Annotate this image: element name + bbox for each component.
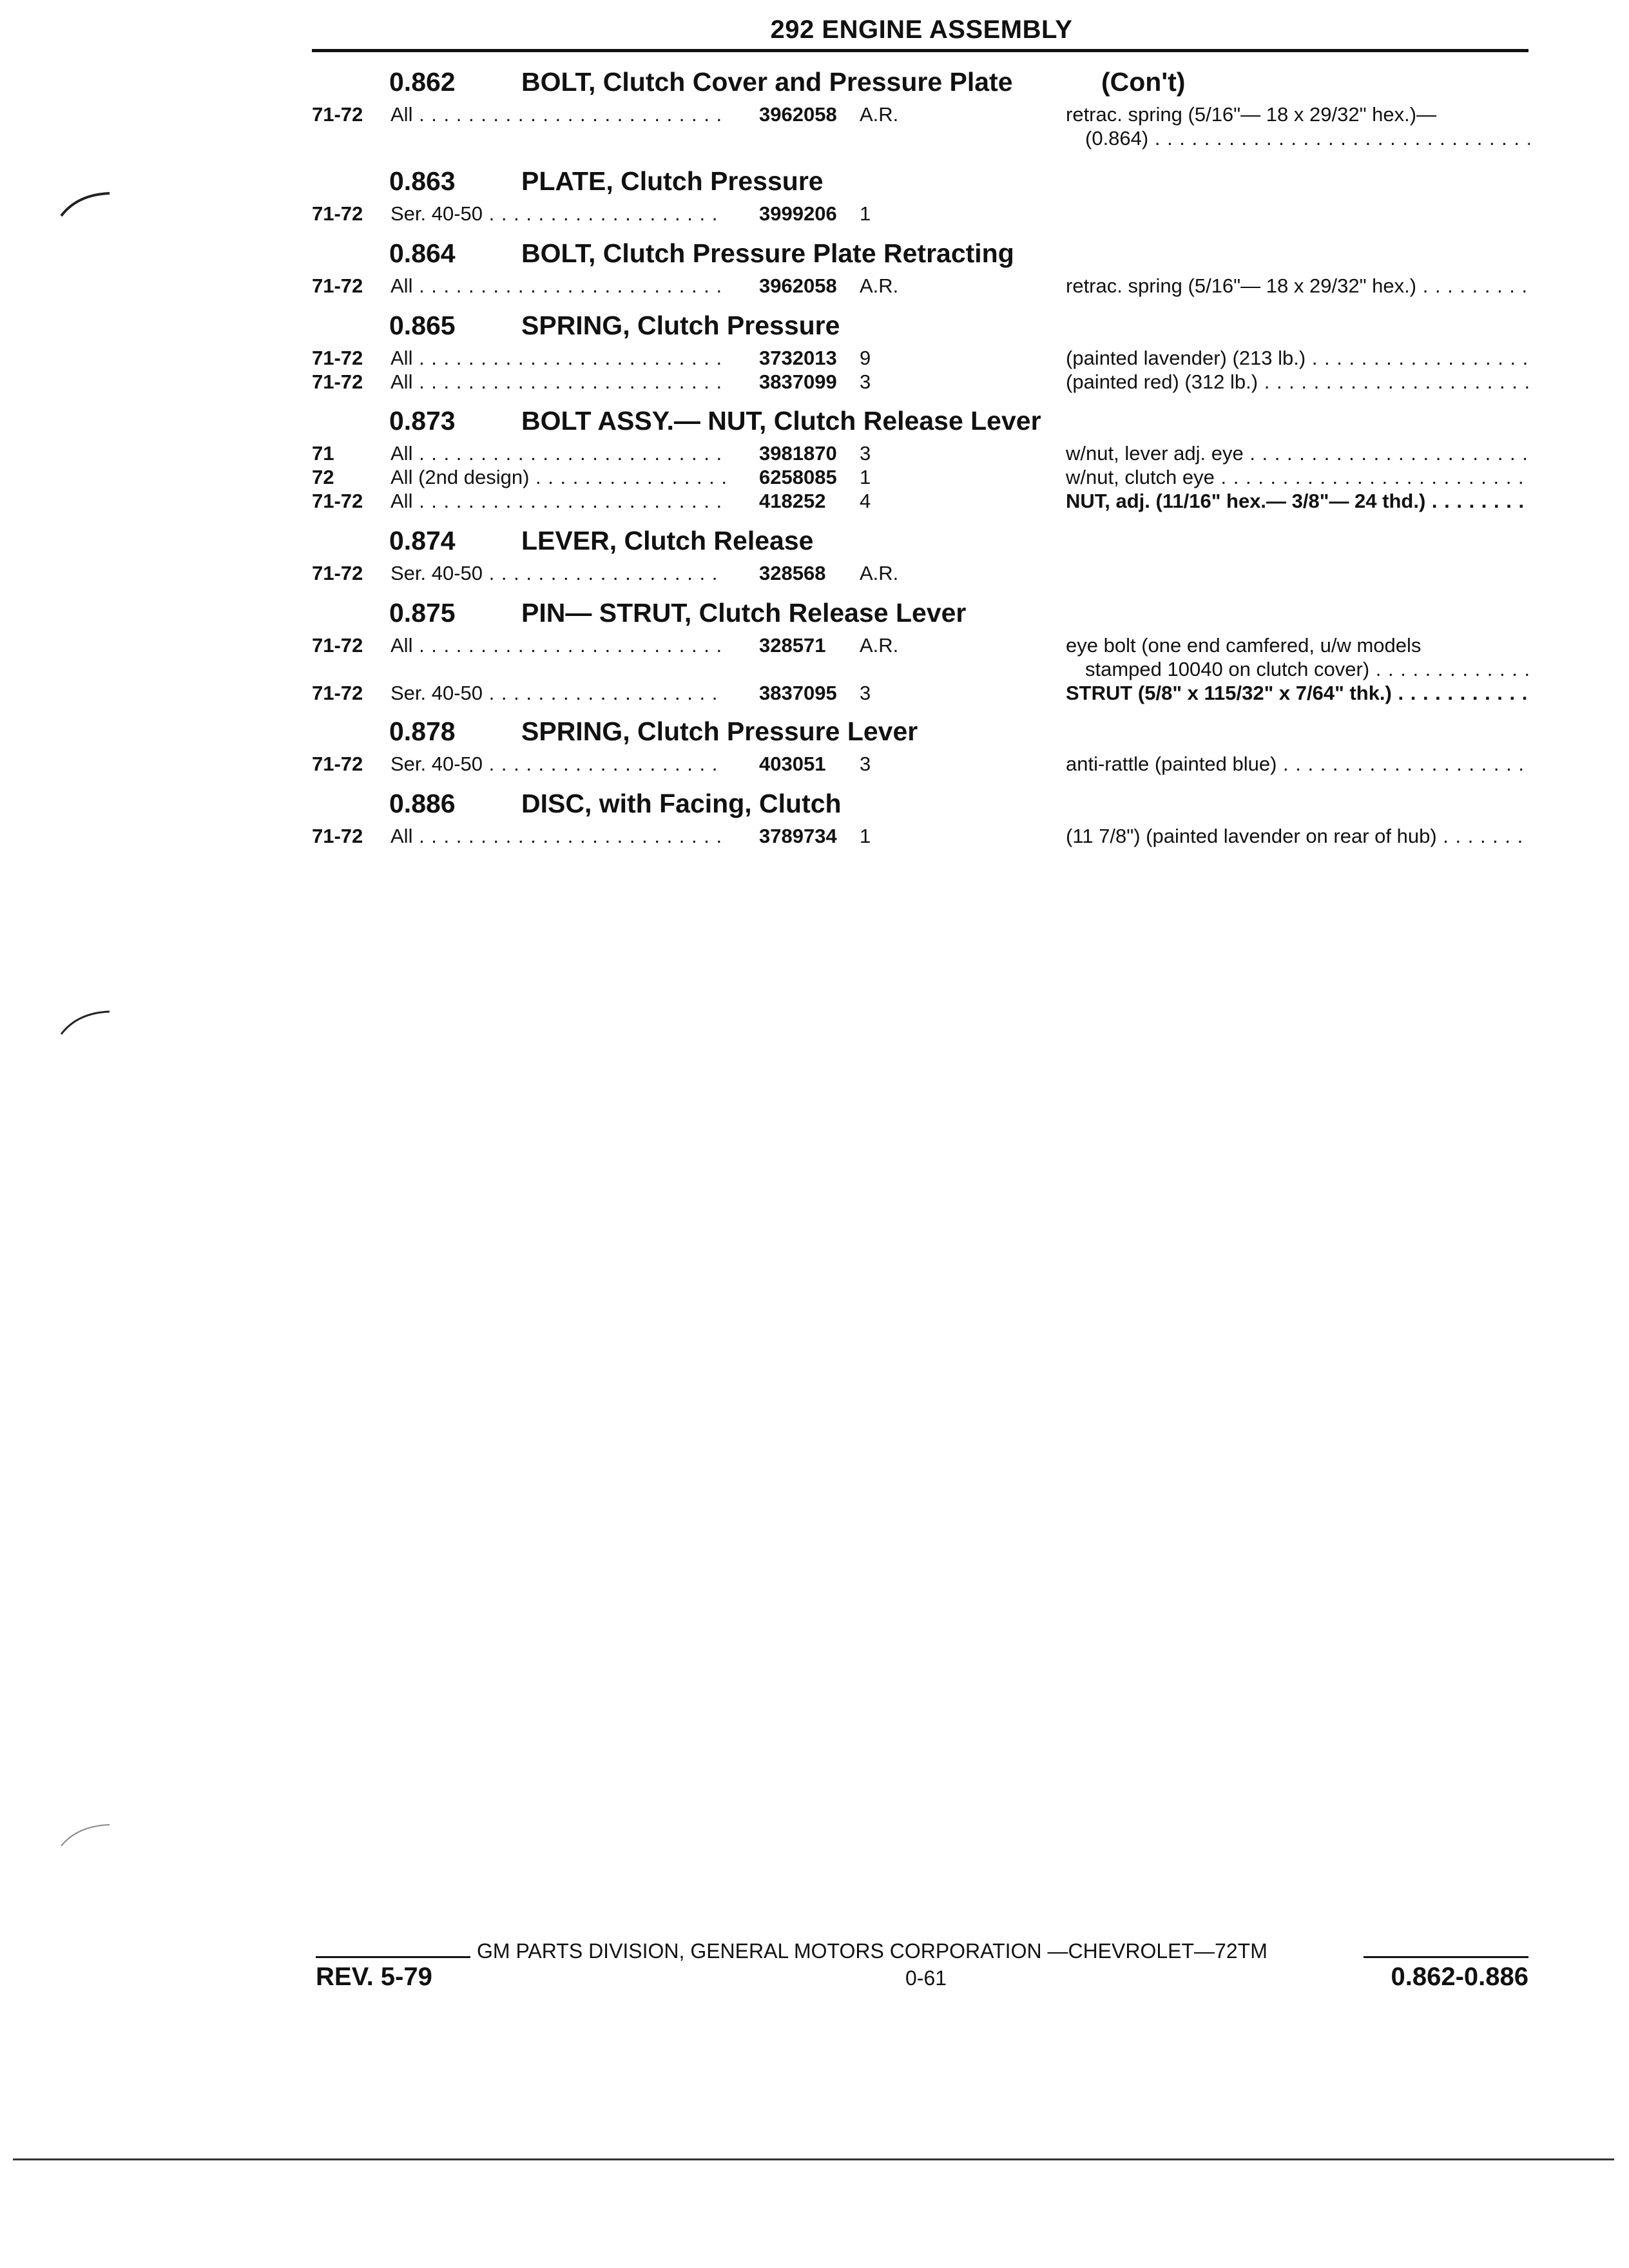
description-cell: (painted lavender) (213 lb.) . . . bbox=[1066, 347, 1530, 370]
part-number-cell: 3789734 bbox=[759, 825, 837, 847]
section-range: 0.862-0.886 bbox=[1391, 1963, 1528, 1991]
year-cell: 71-72 bbox=[312, 634, 363, 657]
section-name: DISC, with Facing, Clutch bbox=[521, 789, 842, 818]
punch-mark bbox=[58, 1005, 116, 1037]
section-heading bbox=[312, 598, 1530, 634]
quantity-cell: 3 bbox=[860, 753, 871, 775]
quantity-cell: 4 bbox=[860, 490, 871, 512]
quantity-cell: 3 bbox=[860, 442, 871, 465]
footer-rule-left bbox=[316, 1956, 470, 1958]
quantity-cell: 3 bbox=[860, 682, 871, 704]
model-cell: Ser. 40-50 . . . bbox=[390, 562, 726, 585]
table-row bbox=[312, 127, 1530, 151]
description-cell: (11 7/8") (painted lavender on rear of hub) . . . bbox=[1066, 825, 1530, 848]
description-cell: (painted red) (312 lb.) . . . bbox=[1066, 370, 1530, 394]
table-row bbox=[312, 347, 1530, 370]
model-cell: All . . . bbox=[390, 490, 726, 513]
section-heading bbox=[312, 526, 1530, 562]
table-row bbox=[312, 682, 1530, 706]
part-number-cell: 3732013 bbox=[759, 347, 837, 369]
page-number: 0-61 bbox=[905, 1966, 947, 1990]
year-cell: 71-72 bbox=[312, 347, 363, 369]
model-cell: All . . . bbox=[390, 825, 726, 848]
section-0875 bbox=[312, 598, 1530, 706]
title-rule bbox=[312, 49, 1528, 52]
page-title: 292 ENGINE ASSEMBLY bbox=[770, 15, 1073, 44]
section-heading bbox=[312, 716, 1530, 753]
quantity-cell: 3 bbox=[860, 370, 871, 393]
part-number-cell: 3837095 bbox=[759, 682, 837, 704]
year-cell: 71-72 bbox=[312, 490, 363, 512]
punch-mark bbox=[58, 187, 116, 219]
section-number: 0.862 bbox=[389, 67, 456, 97]
punch-mark bbox=[58, 1817, 116, 1849]
table-row bbox=[312, 466, 1530, 490]
description-cell: retrac. spring (5/16"— 18 x 29/32" hex.) . . . bbox=[1066, 274, 1530, 298]
section-name: PIN— STRUT, Clutch Release Lever bbox=[521, 598, 967, 628]
section-name: BOLT, Clutch Pressure Plate Retracting bbox=[521, 238, 1014, 268]
part-number-cell: 3837099 bbox=[759, 370, 837, 393]
section-name: SPRING, Clutch Pressure bbox=[521, 311, 840, 340]
section-heading bbox=[312, 238, 1530, 274]
table-row bbox=[312, 753, 1530, 776]
quantity-cell: 1 bbox=[860, 825, 871, 847]
section-0886 bbox=[312, 789, 1530, 849]
part-number-cell: 3999206 bbox=[759, 202, 837, 225]
scan-edge-rule bbox=[13, 2158, 1614, 2160]
section-name: SPRING, Clutch Pressure Lever bbox=[521, 716, 918, 746]
year-cell: 71-72 bbox=[312, 103, 363, 126]
part-number-cell: 3962058 bbox=[759, 103, 837, 126]
model-cell: All . . . bbox=[390, 347, 726, 370]
model-cell: All . . . bbox=[390, 103, 726, 126]
table-row bbox=[312, 274, 1530, 298]
quantity-cell: A.R. bbox=[860, 274, 899, 297]
section-number: 0.865 bbox=[389, 311, 456, 340]
section-number: 0.886 bbox=[389, 789, 456, 818]
section-name: BOLT, Clutch Cover and Pressure Plate bbox=[521, 67, 1013, 97]
year-cell: 71-72 bbox=[312, 753, 363, 775]
model-cell: All . . . bbox=[390, 274, 726, 298]
section-0878 bbox=[312, 716, 1530, 776]
section-number: 0.864 bbox=[389, 238, 456, 268]
section-0873 bbox=[312, 406, 1530, 514]
section-name: PLATE, Clutch Pressure bbox=[521, 166, 824, 196]
model-cell: Ser. 40-50 . . . bbox=[390, 753, 726, 776]
year-cell: 71-72 bbox=[312, 825, 363, 847]
part-number-cell: 418252 bbox=[759, 490, 826, 512]
footer-rule-right bbox=[1364, 1956, 1528, 1958]
section-number: 0.875 bbox=[389, 598, 456, 628]
table-row bbox=[312, 825, 1530, 849]
table-row bbox=[312, 490, 1530, 514]
description-cell: NUT, adj. (11/16" hex.— 3/8"— 24 thd.) . . . bbox=[1066, 490, 1530, 513]
table-row bbox=[312, 658, 1530, 682]
section-name: BOLT ASSY.— NUT, Clutch Release Lever bbox=[521, 406, 1041, 436]
table-row bbox=[312, 562, 1530, 586]
section-0874 bbox=[312, 526, 1530, 586]
part-number-cell: 403051 bbox=[759, 753, 826, 775]
description-cell: stamped 10040 on clutch cover) . . . bbox=[1085, 658, 1530, 681]
year-cell: 71-72 bbox=[312, 370, 363, 393]
section-heading bbox=[312, 789, 1530, 825]
year-cell: 72 bbox=[312, 466, 334, 488]
section-number: 0.873 bbox=[389, 406, 456, 436]
description-cell: w/nut, lever adj. eye . . . bbox=[1066, 442, 1530, 465]
table-row bbox=[312, 442, 1530, 466]
section-heading bbox=[312, 311, 1530, 347]
section-0864 bbox=[312, 238, 1530, 298]
model-cell: Ser. 40-50 . . . bbox=[390, 682, 726, 705]
description-cell: STRUT (5/8" x 115/32" x 7/64" thk.) . . . bbox=[1066, 682, 1530, 705]
section-heading bbox=[312, 406, 1530, 442]
year-cell: 71 bbox=[312, 442, 334, 465]
description-cell: anti-rattle (painted blue) . . . bbox=[1066, 753, 1530, 776]
year-cell: 71-72 bbox=[312, 202, 363, 225]
part-number-cell: 6258085 bbox=[759, 466, 837, 488]
section-name: LEVER, Clutch Release bbox=[521, 526, 814, 555]
part-number-cell: 328571 bbox=[759, 634, 826, 657]
quantity-cell: A.R. bbox=[860, 103, 899, 126]
year-cell: 71-72 bbox=[312, 274, 363, 297]
model-cell: All . . . bbox=[390, 634, 726, 657]
model-cell: All (2nd design) . . . bbox=[390, 466, 726, 489]
description-cell: (0.864) . . . bbox=[1085, 127, 1530, 150]
quantity-cell: 9 bbox=[860, 347, 871, 369]
table-row bbox=[312, 370, 1530, 394]
quantity-cell: A.R. bbox=[860, 634, 899, 657]
section-heading bbox=[312, 166, 1530, 202]
section-0865 bbox=[312, 311, 1530, 394]
quantity-cell: A.R. bbox=[860, 562, 899, 584]
quantity-cell: 1 bbox=[860, 202, 871, 225]
part-number-cell: 3962058 bbox=[759, 274, 837, 297]
section-number: 0.863 bbox=[389, 166, 456, 196]
part-number-cell: 328568 bbox=[759, 562, 826, 584]
description-cell: eye bolt (one end camfered, u/w models bbox=[1066, 634, 1422, 657]
model-cell: All . . . bbox=[390, 442, 726, 465]
table-row bbox=[312, 202, 1530, 226]
revision-label: REV. 5-79 bbox=[316, 1963, 432, 1991]
table-row bbox=[312, 103, 1530, 127]
section-0863 bbox=[312, 166, 1530, 226]
model-cell: Ser. 40-50 . . . bbox=[390, 202, 726, 226]
section-number: 0.878 bbox=[389, 716, 456, 746]
part-number-cell: 3981870 bbox=[759, 442, 837, 465]
continued-label: (Con't) bbox=[1101, 67, 1186, 97]
description-cell: w/nut, clutch eye . . . bbox=[1066, 466, 1530, 489]
footer-publisher: GM PARTS DIVISION, GENERAL MOTORS CORPORATION —CHEVROLET—72TM bbox=[477, 1939, 1268, 1963]
section-heading bbox=[312, 67, 1530, 103]
section-0862 bbox=[312, 67, 1530, 151]
year-cell: 71-72 bbox=[312, 562, 363, 584]
model-cell: All . . . bbox=[390, 370, 726, 394]
quantity-cell: 1 bbox=[860, 466, 871, 488]
description-cell: retrac. spring (5/16"— 18 x 29/32" hex.)— bbox=[1066, 103, 1437, 126]
year-cell: 71-72 bbox=[312, 682, 363, 704]
table-row bbox=[312, 634, 1530, 658]
section-number: 0.874 bbox=[389, 526, 456, 555]
